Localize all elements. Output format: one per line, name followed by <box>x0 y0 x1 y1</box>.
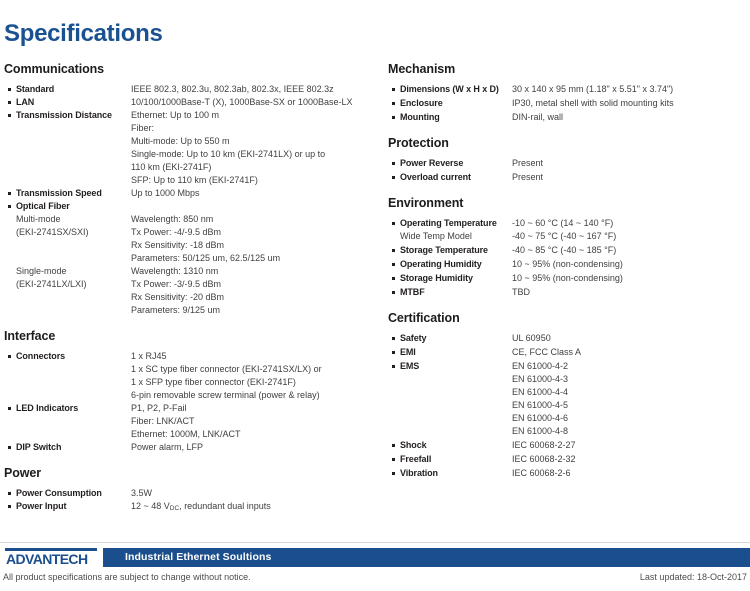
bullet-square-icon <box>8 192 11 195</box>
spec-row <box>388 467 746 480</box>
bullet-square-icon <box>392 88 395 91</box>
spec-label <box>400 97 512 110</box>
spec-value-line: EN 61000-4-3 <box>512 374 569 384</box>
spec-value <box>512 97 746 110</box>
bullet-cell <box>4 487 16 495</box>
advantech-logo: ADVANTECH <box>6 551 88 567</box>
bullet-square-icon <box>8 114 11 117</box>
bullet-square-icon <box>8 88 11 91</box>
spec-label-text: EMI <box>400 347 416 357</box>
spec-label-text: Safety <box>400 333 427 343</box>
spec-value-line: 3.5W <box>131 488 153 498</box>
spec-value-line: DIN-rail, wall <box>512 112 564 122</box>
spec-value <box>131 213 376 265</box>
spec-label-text: Optical Fiber <box>16 201 70 211</box>
spec-label <box>16 200 131 213</box>
spec-sublabel-text: (EKI-2741LX/LXI) <box>16 279 87 289</box>
spec-value <box>131 265 376 317</box>
spec-label <box>16 265 131 291</box>
bullet-cell <box>388 332 400 340</box>
bullet-square-icon <box>392 458 395 461</box>
spec-value-line: Single-mode: Up to 10 km (EKI-2741LX) or up to <box>131 149 326 159</box>
value-text: 12 ~ 48 V <box>131 501 170 511</box>
spec-section <box>4 329 376 454</box>
bullet-cell <box>4 200 16 208</box>
spec-value-line: 1 x SC type fiber connector (EKI-2741SX/LX) or <box>131 364 322 374</box>
spec-label-text: Storage Temperature <box>400 245 488 255</box>
spec-label <box>400 286 512 299</box>
spec-label <box>16 213 131 239</box>
spec-label-text: Operating Humidity <box>400 259 482 269</box>
spec-row <box>4 265 376 317</box>
spec-label <box>16 402 131 415</box>
spec-value-line: Present <box>512 172 544 182</box>
spec-row <box>388 258 746 271</box>
value-subscript: DC <box>169 505 180 512</box>
spec-label <box>400 217 512 243</box>
bullet-square-icon <box>8 205 11 208</box>
bullet-square-icon <box>392 162 395 165</box>
bullet-square-icon <box>392 291 395 294</box>
spec-label-text: Connectors <box>16 351 66 361</box>
section-title: Protection <box>388 136 449 150</box>
spec-label <box>400 346 512 359</box>
spec-sublabel-text: Wide Temp Model <box>400 231 472 241</box>
spec-row <box>388 157 746 170</box>
spec-row <box>388 111 746 124</box>
bullet-cell <box>388 157 400 165</box>
spec-value <box>512 439 746 452</box>
spec-label <box>16 187 131 200</box>
spec-value <box>131 350 376 402</box>
spec-row <box>388 332 746 345</box>
spec-value <box>512 111 746 124</box>
footer-banner-label: Industrial Ethernet Soultions <box>125 551 272 563</box>
spec-label-text: Overload current <box>400 172 471 182</box>
spec-value-line <box>131 500 376 515</box>
spec-value-line: 30 x 140 x 95 mm (1.18" x 5.51" x 3.74") <box>512 84 674 94</box>
bullet-square-icon <box>392 249 395 252</box>
bullet-square-icon <box>8 446 11 449</box>
spec-value <box>131 500 376 515</box>
footer-last-updated: Last updated: 18-Oct-2017 <box>639 572 747 582</box>
spec-value-line: SFP: Up to 110 km (EKI-2741F) <box>131 175 258 185</box>
bullet-square-icon <box>392 472 395 475</box>
bullet-square-icon <box>8 355 11 358</box>
spec-value <box>512 157 746 170</box>
bullet-cell <box>388 272 400 280</box>
bullet-cell <box>388 439 400 447</box>
spec-label <box>16 83 131 96</box>
spec-value-line: Fiber: <box>131 123 155 133</box>
spec-value-line: IEC 60068-2-32 <box>512 454 576 464</box>
spec-label-text: DIP Switch <box>16 442 62 452</box>
spec-value <box>131 187 376 200</box>
spec-value-line: -40 ~ 85 °C (-40 ~ 185 °F) <box>512 245 617 255</box>
spec-label <box>400 272 512 285</box>
section-title: Communications <box>4 62 104 76</box>
spec-value <box>131 402 376 441</box>
spec-value-line: IEEE 802.3, 802.3u, 802.3ab, 802.3x, IEEE 802.3z <box>131 84 334 94</box>
spec-value <box>512 360 746 438</box>
spec-sublabel-text: (EKI-2741SX/SXI) <box>16 227 89 237</box>
spec-value <box>131 96 376 109</box>
spec-value-line: Fiber: LNK/ACT <box>131 416 195 426</box>
spec-section <box>4 62 376 317</box>
bullet-square-icon <box>8 505 11 508</box>
bullet-cell <box>388 360 400 368</box>
spec-value-line: Power alarm, LFP <box>131 442 204 452</box>
spec-value-line: TBD <box>512 287 530 297</box>
bullet-cell <box>4 109 16 117</box>
spec-value <box>512 217 746 243</box>
spec-value-line: Wavelength: 850 nm <box>131 214 214 224</box>
spec-row <box>4 187 376 200</box>
bullet-cell <box>4 402 16 410</box>
spec-value-line: IEC 60068-2-6 <box>512 468 571 478</box>
spec-value-line: P1, P2, P-Fail <box>131 403 187 413</box>
spec-value-line: -10 ~ 60 °C (14 ~ 140 °F) <box>512 218 614 228</box>
bullet-square-icon <box>392 263 395 266</box>
spec-label-text: Transmission Speed <box>16 188 102 198</box>
spec-value-line: EN 61000-4-8 <box>512 426 569 436</box>
bullet-cell <box>388 111 400 119</box>
spec-section <box>388 136 746 184</box>
spec-label-text: Storage Humidity <box>400 273 473 283</box>
spec-value-line: CE, FCC Class A <box>512 347 582 357</box>
spec-label-text: Transmission Distance <box>16 110 112 120</box>
footer-divider <box>0 542 750 543</box>
section-title: Certification <box>388 311 460 325</box>
spec-value-line: 10 ~ 95% (non-condensing) <box>512 259 623 269</box>
column-left <box>4 62 376 515</box>
spec-label-text: Shock <box>400 440 427 450</box>
spec-value-line: Parameters: 50/125 um, 62.5/125 um <box>131 253 281 263</box>
spec-value <box>131 441 376 454</box>
spec-label <box>400 439 512 452</box>
bullet-cell <box>4 350 16 358</box>
bullet-cell <box>388 171 400 179</box>
spec-row <box>4 213 376 265</box>
column-right <box>388 62 746 481</box>
bullet-cell <box>388 346 400 354</box>
spec-label-text: Mounting <box>400 112 440 122</box>
bullet-cell <box>4 500 16 508</box>
spec-row <box>4 200 376 213</box>
spec-label <box>400 453 512 466</box>
spec-row <box>388 97 746 110</box>
bullet-cell <box>388 286 400 294</box>
spec-sublabel-text: Multi-mode <box>16 214 61 224</box>
spec-label <box>16 487 131 500</box>
spec-value-line: Tx Power: -3/-9.5 dBm <box>131 279 222 289</box>
spec-value-line: Tx Power: -4/-9.5 dBm <box>131 227 222 237</box>
spec-value-line: UL 60950 <box>512 333 551 343</box>
spec-value-line: Multi-mode: Up to 550 m <box>131 136 230 146</box>
bullet-cell <box>4 96 16 104</box>
spec-value-line: 1 x RJ45 <box>131 351 167 361</box>
section-title: Power <box>4 466 42 480</box>
page-title: Specifications <box>4 20 163 47</box>
spec-value <box>512 467 746 480</box>
spec-label-text: LAN <box>16 97 35 107</box>
bullet-cell <box>388 217 400 225</box>
section-title: Interface <box>4 329 56 343</box>
spec-label <box>16 441 131 454</box>
spec-row <box>388 286 746 299</box>
spec-value-line: 110 km (EKI-2741F) <box>131 162 212 172</box>
spec-label <box>400 111 512 124</box>
spec-value-line: 10 ~ 95% (non-condensing) <box>512 273 623 283</box>
spec-section <box>388 311 746 480</box>
spec-value <box>512 171 746 184</box>
spec-row <box>388 171 746 184</box>
bullet-square-icon <box>392 222 395 225</box>
bullet-cell <box>4 83 16 91</box>
spec-label <box>400 171 512 184</box>
spec-row <box>388 453 746 466</box>
spec-row <box>4 96 376 109</box>
spec-row <box>4 500 376 515</box>
spec-label <box>16 109 131 122</box>
spec-label-text: LED Indicators <box>16 403 79 413</box>
section-title: Mechanism <box>388 62 456 76</box>
spec-label <box>16 500 131 513</box>
spec-value-line: 10/100/1000Base-T (X), 1000Base-SX or 1000Base-LX <box>131 97 353 107</box>
bullet-square-icon <box>392 116 395 119</box>
spec-sublabel-text: Single-mode <box>16 266 67 276</box>
spec-row <box>4 83 376 96</box>
spec-label-text: Dimensions (W x H x D) <box>400 84 499 94</box>
bullet-square-icon <box>392 444 395 447</box>
spec-section <box>388 62 746 124</box>
bullet-cell <box>388 453 400 461</box>
spec-value-line: Wavelength: 1310 nm <box>131 266 219 276</box>
spec-value <box>131 487 376 500</box>
spec-label <box>400 332 512 345</box>
bullet-cell <box>4 187 16 195</box>
spec-value-line: EN 61000-4-6 <box>512 413 569 423</box>
bullet-square-icon <box>392 102 395 105</box>
spec-value <box>131 109 376 187</box>
spec-label-text: Vibration <box>400 468 438 478</box>
bullet-cell <box>388 97 400 105</box>
bullet-cell <box>388 244 400 252</box>
spec-label-text: Freefall <box>400 454 432 464</box>
spec-value-line: EN 61000-4-5 <box>512 400 569 410</box>
spec-row <box>4 402 376 441</box>
spec-value-line: EN 61000-4-2 <box>512 361 569 371</box>
spec-row <box>388 83 746 96</box>
spec-row <box>388 272 746 285</box>
bullet-square-icon <box>8 101 11 104</box>
bullet-cell <box>4 441 16 449</box>
spec-label-text: Power Input <box>16 501 67 511</box>
spec-label <box>16 96 131 109</box>
bullet-square-icon <box>8 407 11 410</box>
spec-value <box>512 286 746 299</box>
section-title: Environment <box>388 196 464 210</box>
spec-value-line: Rx Sensitivity: -18 dBm <box>131 240 225 250</box>
spec-value-line: Up to 1000 Mbps <box>131 188 200 198</box>
spec-label-text: Standard <box>16 84 55 94</box>
spec-section <box>388 196 746 299</box>
spec-value-line: -40 ~ 75 °C (-40 ~ 167 °F) <box>512 231 617 241</box>
spec-label <box>400 467 512 480</box>
spec-label <box>400 244 512 257</box>
spec-value <box>512 346 746 359</box>
spec-label-text: MTBF <box>400 287 425 297</box>
spec-row <box>388 346 746 359</box>
spec-value-line: 1 x SFP type fiber connector (EKI-2741F) <box>131 377 296 387</box>
spec-value-line: IP30, metal shell with solid mounting kits <box>512 98 674 108</box>
spec-value <box>512 272 746 285</box>
footer-disclaimer: All product specifications are subject to change without notice. <box>3 572 251 582</box>
spec-value-line: Present <box>512 158 544 168</box>
bullet-square-icon <box>392 351 395 354</box>
spec-value <box>512 83 746 96</box>
bullet-cell <box>388 467 400 475</box>
footer-banner <box>103 548 750 567</box>
spec-label <box>400 157 512 170</box>
spec-row <box>388 360 746 438</box>
spec-row <box>4 350 376 402</box>
spec-label <box>400 83 512 96</box>
spec-value-line: Ethernet: Up to 100 m <box>131 110 220 120</box>
spec-row <box>388 439 746 452</box>
spec-value <box>512 332 746 345</box>
spec-row <box>388 217 746 243</box>
spec-label-text: Power Reverse <box>400 158 464 168</box>
bullet-square-icon <box>8 492 11 495</box>
value-text: , redundant dual inputs <box>179 501 271 511</box>
spec-label <box>400 360 512 373</box>
spec-value-line: 6-pin removable screw terminal (power & relay) <box>131 390 320 400</box>
spec-value <box>512 453 746 466</box>
bullet-square-icon <box>392 337 395 340</box>
spec-section <box>4 466 376 515</box>
spec-label-text: Enclosure <box>400 98 443 108</box>
spec-value <box>131 83 376 96</box>
bullet-square-icon <box>392 176 395 179</box>
spec-label-text: EMS <box>400 361 420 371</box>
spec-value-line: Parameters: 9/125 um <box>131 305 221 315</box>
bullet-cell <box>388 83 400 91</box>
spec-value-line: Rx Sensitivity: -20 dBm <box>131 292 225 302</box>
spec-label <box>400 258 512 271</box>
spec-label-text: Operating Temperature <box>400 218 497 228</box>
spec-value-line: EN 61000-4-4 <box>512 387 569 397</box>
spec-label <box>16 350 131 363</box>
bullet-cell <box>388 258 400 266</box>
spec-value <box>512 258 746 271</box>
spec-row <box>4 109 376 187</box>
spec-value-line: IEC 60068-2-27 <box>512 440 576 450</box>
spec-value-line: Ethernet: 1000M, LNK/ACT <box>131 429 241 439</box>
spec-value <box>512 244 746 257</box>
spec-row <box>388 244 746 257</box>
spec-row <box>4 487 376 500</box>
spec-label-text: Power Consumption <box>16 488 102 498</box>
bullet-square-icon <box>392 365 395 368</box>
bullet-square-icon <box>392 277 395 280</box>
spec-row <box>4 441 376 454</box>
